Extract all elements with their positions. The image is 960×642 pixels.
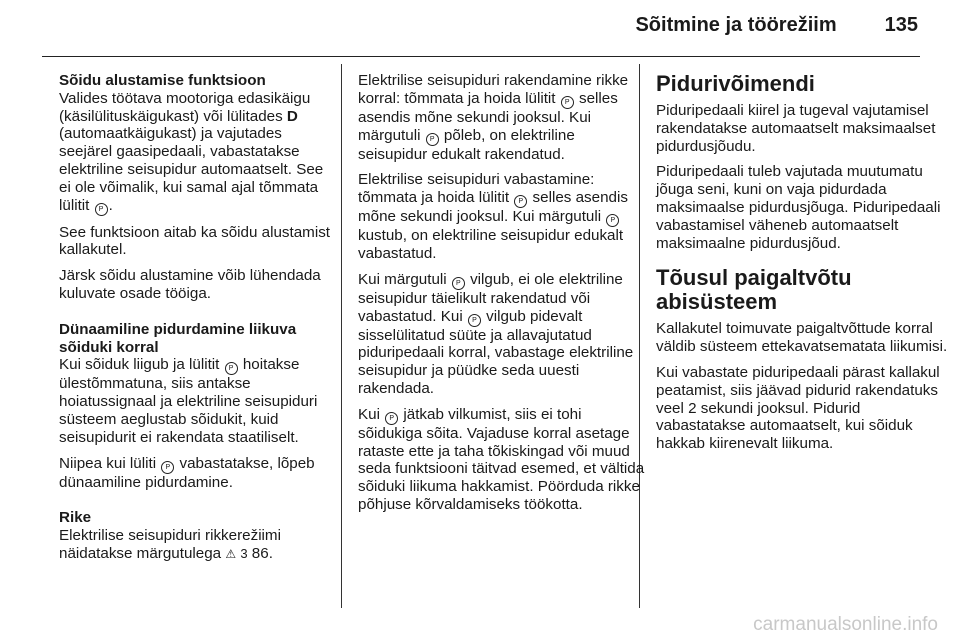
parking-brake-icon: P: [225, 362, 238, 375]
heading-hill-start-assist: Tõusul paigaltvõtu abisüsteem: [656, 265, 852, 315]
page-number: 135: [884, 14, 918, 36]
paragraph: Piduripedaali kiirel ja tugeval vajutamisel rakendatakse automaatselt maksimaalset pidurdusjõudu.: [656, 102, 936, 155]
column-divider-1: [341, 64, 342, 608]
parking-brake-icon: P: [514, 195, 527, 208]
page-title: Sõitmine ja töörežiim: [635, 14, 837, 36]
paragraph: Niipea kui lüliti P vabastatakse, lõpeb dünaamiline pidurdamine.: [59, 454, 315, 491]
header-rule: [42, 56, 920, 57]
column-2: [358, 72, 648, 522]
parking-brake-icon: P: [426, 133, 439, 146]
parking-brake-icon: P: [95, 203, 108, 216]
paragraph: Piduripedaali tuleb vajutada muutumatu jõuga seni, kuni on vaja pidurdada maksimaalse pidurdusjõuga. Piduripedaali vabastamisel väheneb automaatselt maksimaalne pidurdusjõud.: [656, 163, 941, 252]
paragraph: Elektrilise seisupiduri vabastamine: tõmmata ja hoida lülitit P selles asendis mõne sekundi jooksul. Kui märgutuli P kustub, on elektriline seisupidur edukalt vabastatud.: [358, 171, 628, 262]
watermark: carmanualsonline.info: [753, 614, 938, 635]
paragraph: Elektrilise seisupiduri rakendamine rikke korral: tõmmata ja hoida lülitit P selles asendis mõne sekundi jooksul. Kui märgutuli P põleb, on elektriline seisupidur edukalt rakendatud.: [358, 72, 629, 163]
parking-brake-icon: P: [606, 214, 619, 227]
heading-fault: Rike: [59, 509, 92, 527]
paragraph: Järsk sõidu alustamine võib lühendada kuluvate osade tööiga.: [59, 267, 321, 302]
warning-light-icon: ⚠: [225, 546, 237, 561]
heading-dynamic-braking: Dünaamiline pidurdamine liikuva sõiduki korral: [59, 320, 297, 356]
heading-brake-assist: Pidurivõimendi: [656, 71, 815, 96]
paragraph: Kui vabastate piduripedaali pärast kallakul peatamist, siis jäävad pidurid rakendatuks veel 2 sekundi jooksul. Pidurid vabastatakse automaatselt, kui sõiduk hakkab kiirenevalt liikuma.: [656, 363, 940, 453]
parking-brake-icon: P: [561, 96, 574, 109]
page-header: [635, 14, 918, 37]
parking-brake-icon: P: [452, 277, 465, 290]
paragraph: Kui märgutuli P vilgub, ei ole elektriline seisupidur täielikult rakendatud või vabastatud. Kui P vilgub pidevalt sisselülitatud süüte ja allavajutatud piduripedaali korral, vabastage elektriline seisupidur ja püüdke seda uuesti rakendada.: [358, 270, 634, 397]
column-1: [59, 72, 337, 572]
paragraph: Kui sõiduk liigub ja lülitit P hoitakse ülestõmmatuna, siis antakse hoiatussignaal ja elektriline seisupiduri süsteem aeglustab sõidukit, kuid seisupidurit ei rakendata staatiliselt.: [59, 356, 318, 446]
parking-brake-icon: P: [161, 461, 174, 474]
parking-brake-icon: P: [468, 314, 481, 327]
paragraph: Kui P jätkab vilkumist, siis ei tohi sõidukiga sõita. Vajaduse korral asetage rataste ette ja taha tõkiskingad või muud seda funktsiooni täitvad esemed, et vältida sõiduki liikuma hakkamist. Pöörduda rikke põhjuse kõrvaldamiseks töökotta.: [358, 405, 645, 513]
column-3: [656, 72, 952, 461]
heading-start-function: Sõidu alustamise funktsioon: [59, 72, 266, 89]
paragraph: Valides töötava mootoriga edasikäigu (käsilülituskäigukast) või lülitades D (automaatkäigukast) ja vajutades seejärel gaasipedaali, vabastatakse elektriline seisupidur automaatselt. See ei ole võimalik, kui samal ajal tõmmata lülitit P .: [59, 89, 324, 214]
paragraph: See funktsioon aitab ka sõidu alustamist kallakutel.: [59, 223, 331, 259]
cross-reference-arrow-icon: 3: [240, 545, 248, 561]
paragraph: Kallakutel toimuvate paigaltvõttude korral väldib süsteem ettekavatsematata liikumisi.: [656, 320, 948, 356]
paragraph: Elektrilise seisupiduri rikkerežiimi näidatakse märgutulega ⚠ 3 86.: [59, 527, 281, 562]
parking-brake-icon: P: [385, 412, 398, 425]
